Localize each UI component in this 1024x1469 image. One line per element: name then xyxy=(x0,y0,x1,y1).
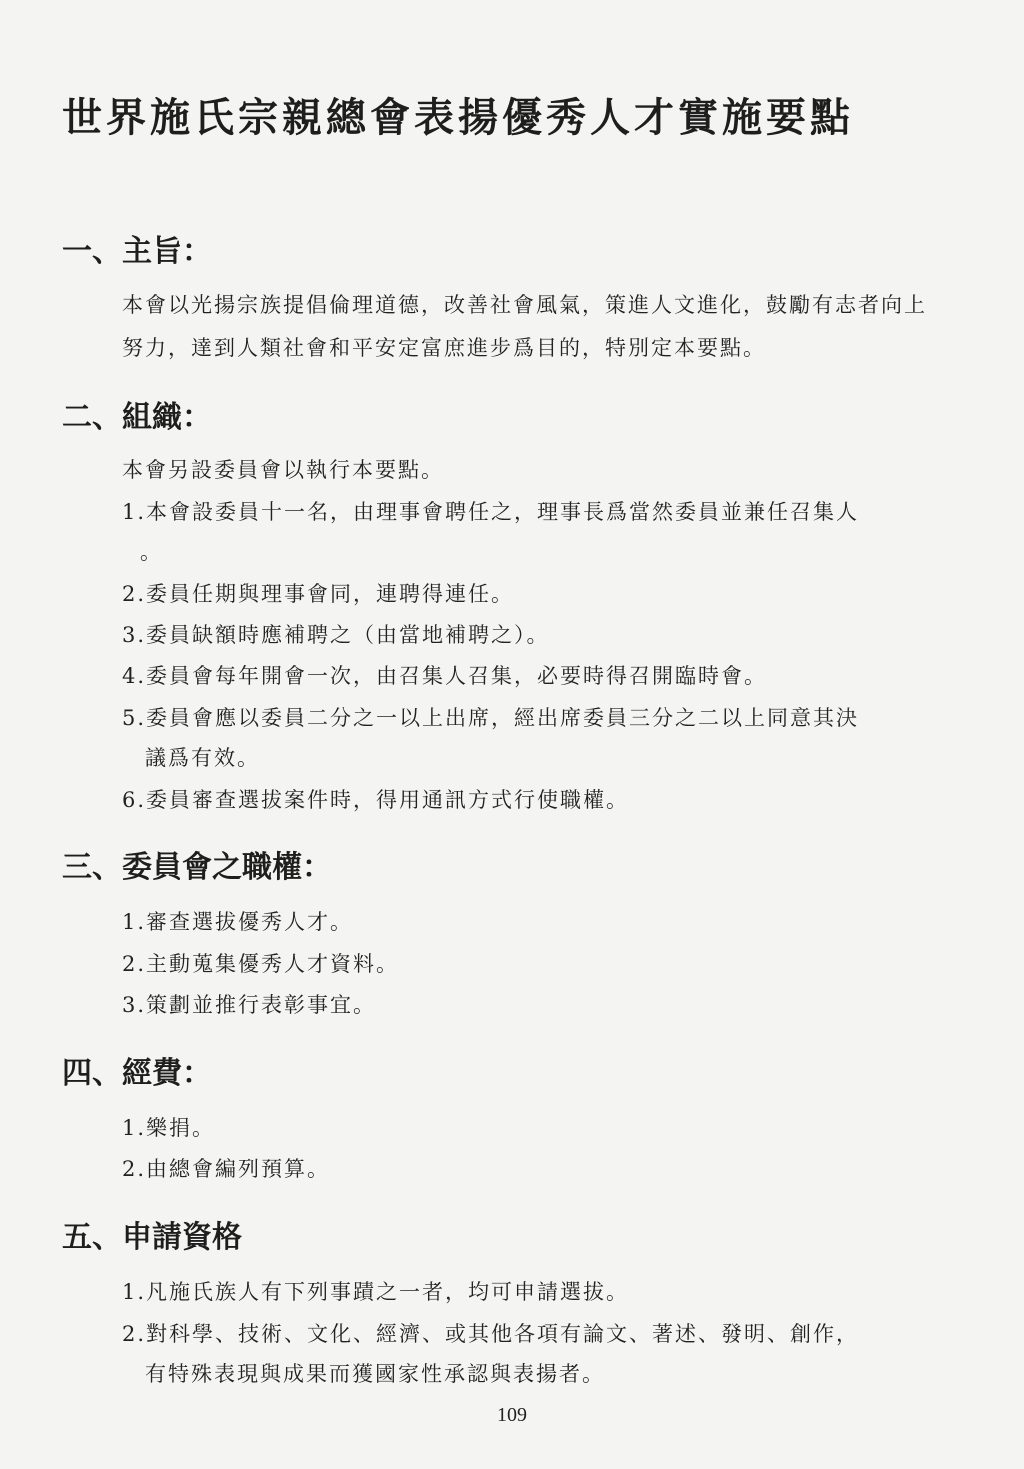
list-item: 3.策劃並推行表彰事宜。 xyxy=(122,993,377,1017)
list-item: 1.凡施氏族人有下列事蹟之一者，均可申請選拔。 xyxy=(122,1280,630,1304)
list-item-continuation: 。 xyxy=(140,540,163,564)
section-heading-funding: 四、經費： xyxy=(62,1056,212,1091)
section-paragraph-purpose: 本會以光揚宗族提倡倫理道德，改善社會風氣，策進人文進化，鼓勵有志者向上努力，達到人類社會和平安定富庶進步爲目的，特別定本要點。 xyxy=(122,293,927,360)
organization-intro: 本會另設委員會以執行本要點。 xyxy=(122,458,444,482)
list-item: 1.本會設委員十一名，由理事會聘任之，理事長爲當然委員並兼任召集人 xyxy=(122,500,860,524)
list-item: 2.委員任期與理事會同，連聘得連任。 xyxy=(122,582,515,606)
list-item: 6.委員審查選拔案件時，得用通訊方式行使職權。 xyxy=(122,788,630,812)
section-heading-eligibility: 五、申請資格 xyxy=(62,1220,242,1255)
document-title: 世界施氏宗親總會表揚優秀人才實施要點 xyxy=(62,95,854,141)
list-item: 3.委員缺額時應補聘之（由當地補聘之）。 xyxy=(122,623,550,647)
list-item: 2.由總會編列預算。 xyxy=(122,1157,331,1181)
section-heading-committee-powers: 三、委員會之職權： xyxy=(62,850,332,885)
list-item: 4.委員會每年開會一次，由召集人召集，必要時得召開臨時會。 xyxy=(122,664,768,688)
page-number: 109 xyxy=(497,1404,527,1426)
list-item: 2.對科學、技術、文化、經濟、或其他各項有論文、著述、發明、創作， xyxy=(122,1322,860,1346)
list-item: 1.審查選拔優秀人才。 xyxy=(122,910,354,934)
list-item-continuation: 有特殊表現與成果而獲國家性承認與表揚者。 xyxy=(145,1362,605,1386)
list-item: 2.主動蒐集優秀人才資料。 xyxy=(122,952,400,976)
section-heading-organization: 二、組織： xyxy=(62,400,212,435)
section-heading-purpose: 一、主旨： xyxy=(62,234,212,269)
list-item-continuation: 議爲有效。 xyxy=(145,746,260,770)
list-item: 1.樂捐。 xyxy=(122,1116,216,1140)
list-item: 5.委員會應以委員二分之一以上出席，經出席委員三分之二以上同意其決 xyxy=(122,706,860,730)
